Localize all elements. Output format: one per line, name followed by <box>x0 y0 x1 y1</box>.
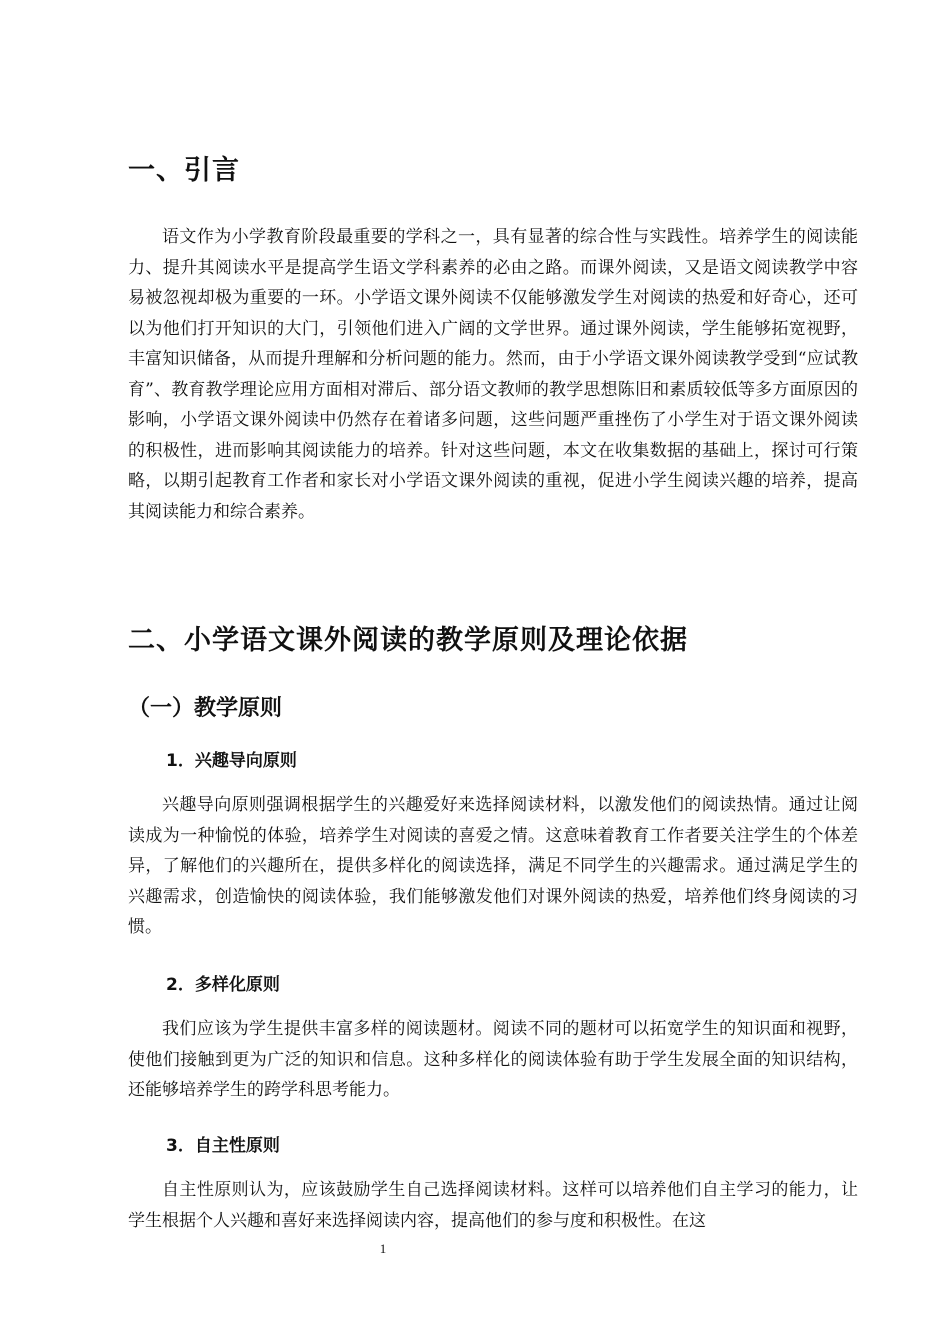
section-heading-intro: 一、引言 <box>128 155 240 186</box>
section-heading-principles: 二、小学语文课外阅读的教学原则及理论依据 <box>128 625 688 656</box>
principle-paragraph-diversity: 我们应该为学生提供丰富多样的阅读题材。阅读不同的题材可以拓宽学生的知识面和视野，使他们接触到更为广泛的知识和信息。这种多样化的阅读体验有助于学生发展全面的知识结构，还能够培养学生的跨学科思考能力。 <box>128 1019 858 1100</box>
subsection-heading-teaching-principles: （一）教学原则 <box>128 696 283 721</box>
intro-paragraph: 语文作为小学教育阶段最重要的学科之一，具有显著的综合性与实践性。培养学生的阅读能力、提升其阅读水平是提高学生语文学科素养的必由之路。而课外阅读，又是语文阅读教学中容易被忽视却极为重要的一环。小学语文课外阅读不仅能够激发学生对阅读的热爱和好奇心，还可以为他们打开知识的大门，引领他们进入广阔的文学世界。通过课外阅读，学生能够拓宽视野，丰富知识储备，从而提升理解和分析问题的能力。然而，由于小学语文课外阅读教学受到“应试教育”、教育教学理论应用方面相对滞后、部分语文教师的教学思想陈旧和素质较低等多方面原因的影响，小学语文课外阅读中仍然存在着诸多问题，这些问题严重挫伤了小学生对于语文课外阅读的积极性，进而影响其阅读能力的培养。针对这些问题，本文在收集数据的基础上，探讨可行策略，以期引起教育工作者和家长对小学语文课外阅读的重视，促进小学生阅读兴趣的培养，提高其阅读能力和综合素养。 <box>128 227 858 522</box>
principle-paragraph-autonomy: 自主性原则认为，应该鼓励学生自己选择阅读材料。这样可以培养他们自主学习的能力，让学生根据个人兴趣和喜好来选择阅读内容，提高他们的参与度和积极性。在这 <box>128 1180 858 1231</box>
principle-title-autonomy: 3．自主性原则 <box>166 1136 280 1156</box>
principle-title-diversity: 2．多样化原则 <box>166 975 280 995</box>
principle-title-interest: 1．兴趣导向原则 <box>166 751 297 771</box>
page-number: 1 <box>379 1241 387 1256</box>
principle-paragraph-interest: 兴趣导向原则强调根据学生的兴趣爱好来选择阅读材料，以激发他们的阅读热情。通过让阅读成为一种愉悦的体验，培养学生对阅读的喜爱之情。这意味着教育工作者要关注学生的个体差异，了解他们的兴趣所在，提供多样化的阅读选择，满足不同学生的兴趣需求。通过满足学生的兴趣需求，创造愉快的阅读体验，我们能够激发他们对课外阅读的热爱，培养他们终身阅读的习惯。 <box>128 795 858 937</box>
